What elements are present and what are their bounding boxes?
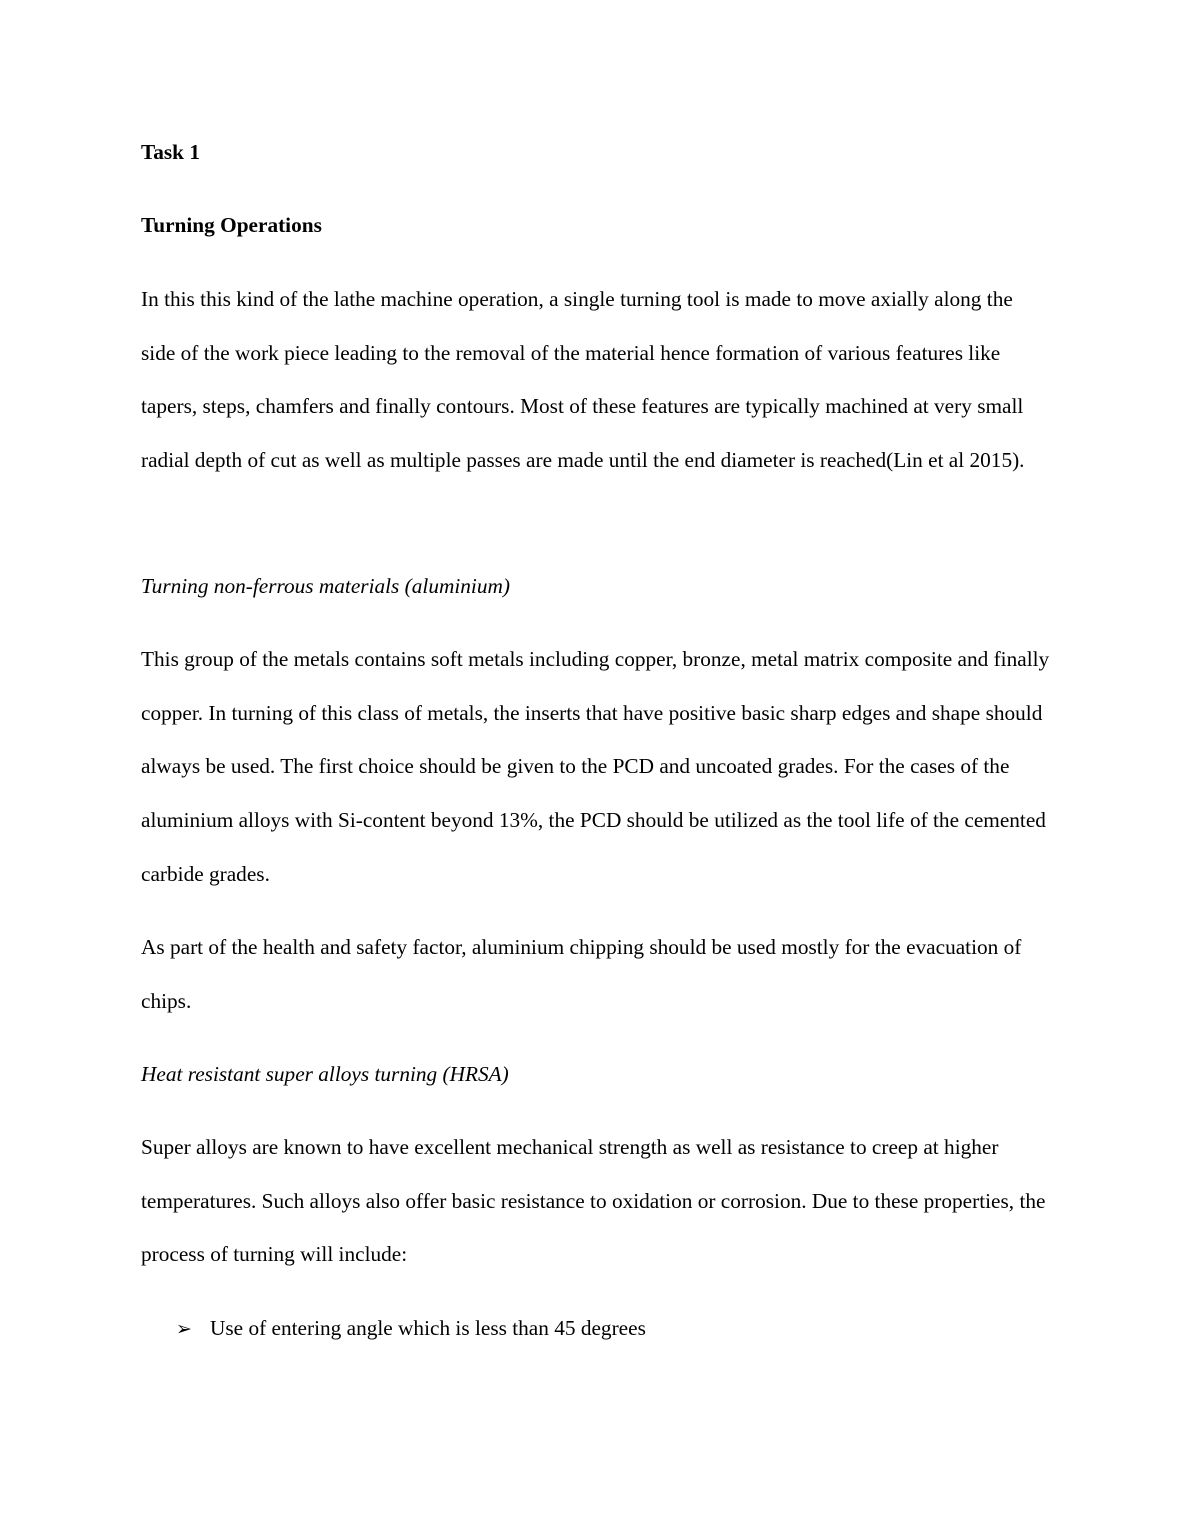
hrsa-subheading: Heat resistant super alloys turning (HRSA) <box>141 1062 509 1086</box>
nonferrous-subheading: Turning non-ferrous materials (aluminium) <box>141 574 510 598</box>
list-item <box>176 1302 1056 1357</box>
list-item-text: Use of entering angle which is less than 45 degrees <box>210 1316 646 1340</box>
arrow-bullet-icon: ➢ <box>176 1318 192 1340</box>
task-heading: Task 1 <box>141 140 201 164</box>
hrsa-paragraph: Super alloys are known to have excellent mechanical strength as well as resistance to creep at higher temperatures. Such alloys also offer basic resistance to oxidation or corrosion. Due to these properties, the process of turning will include: <box>141 1135 1046 1267</box>
section-heading: Turning Operations <box>141 213 322 237</box>
safety-paragraph: As part of the health and safety factor, aluminium chipping should be used mostly for the evacuation of chips. <box>141 935 1022 1013</box>
nonferrous-paragraph: This group of the metals contains soft metals including copper, bronze, metal matrix composite and finally copper. In turning of this class of metals, the inserts that have positive basic sharp edges and shape should always be used. The first choice should be given to the PCD and uncoated grades. For the cases of the aluminium alloys with Si-content beyond 13%, the PCD should be utilized as the tool life of the cemented carbide grades. <box>141 647 1050 886</box>
intro-paragraph: In this this kind of the lathe machine operation, a single turning tool is made to move axially along the side of the work piece leading to the removal of the material hence formation of various features like tapers, steps, chamfers and finally contours. Most of these features are typically machined at very small radial depth of cut as well as multiple passes are made until the end diameter is reached(Lin et al 2015). <box>141 287 1025 473</box>
